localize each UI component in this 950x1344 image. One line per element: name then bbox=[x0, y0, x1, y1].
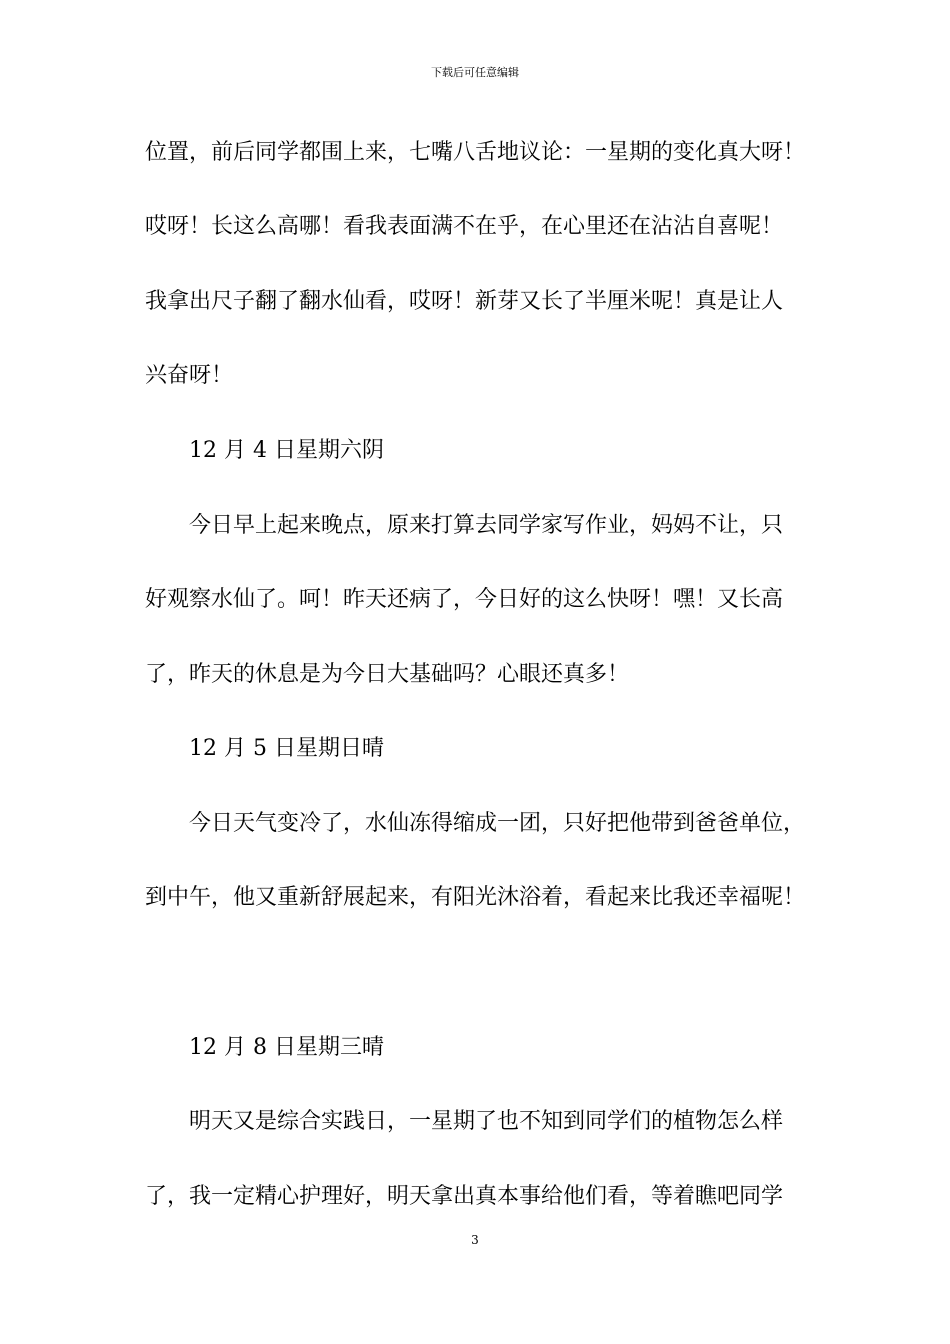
date-heading: 12 月 5 日星期日晴 bbox=[189, 736, 384, 761]
date-heading: 12 月 4 日星期六阴 bbox=[189, 438, 384, 463]
text-line: 到中午，他又重新舒展起来，有阳光沐浴着，看起来比我还幸福呢！ bbox=[145, 885, 806, 910]
page-number: 3 bbox=[471, 1233, 479, 1247]
text-line: 位置，前后同学都围上来，七嘴八舌地议论：一星期的变化真大呀！ bbox=[145, 140, 806, 165]
date-heading: 12 月 8 日星期三晴 bbox=[189, 1035, 384, 1060]
text-line: 明天又是综合实践日，一星期了也不知到同学们的植物怎么样 bbox=[189, 1109, 784, 1134]
page-header: 下载后可任意编辑 bbox=[431, 66, 519, 79]
text-line: 今日天气变冷了，水仙冻得缩成一团，只好把他带到爸爸单位， bbox=[189, 811, 806, 836]
text-line: 哎呀！长这么高哪！看我表面满不在乎，在心里还在沾沾自喜呢！ bbox=[145, 214, 784, 239]
text-line: 兴奋呀！ bbox=[145, 363, 234, 388]
text-line: 了，昨天的休息是为今日大基础吗？心眼还真多！ bbox=[145, 662, 630, 687]
text-line: 好观察水仙了。呵！昨天还病了，今日好的这么快呀！嘿！又长高 bbox=[145, 587, 784, 612]
text-line: 了，我一定精心护理好，明天拿出真本事给他们看，等着瞧吧同学 bbox=[145, 1184, 784, 1209]
text-line: 今日早上起来晚点，原来打算去同学家写作业，妈妈不让，只 bbox=[189, 513, 784, 538]
text-line: 我拿出尺子翻了翻水仙看，哎呀！新芽又长了半厘米呢！真是让人 bbox=[145, 289, 784, 314]
